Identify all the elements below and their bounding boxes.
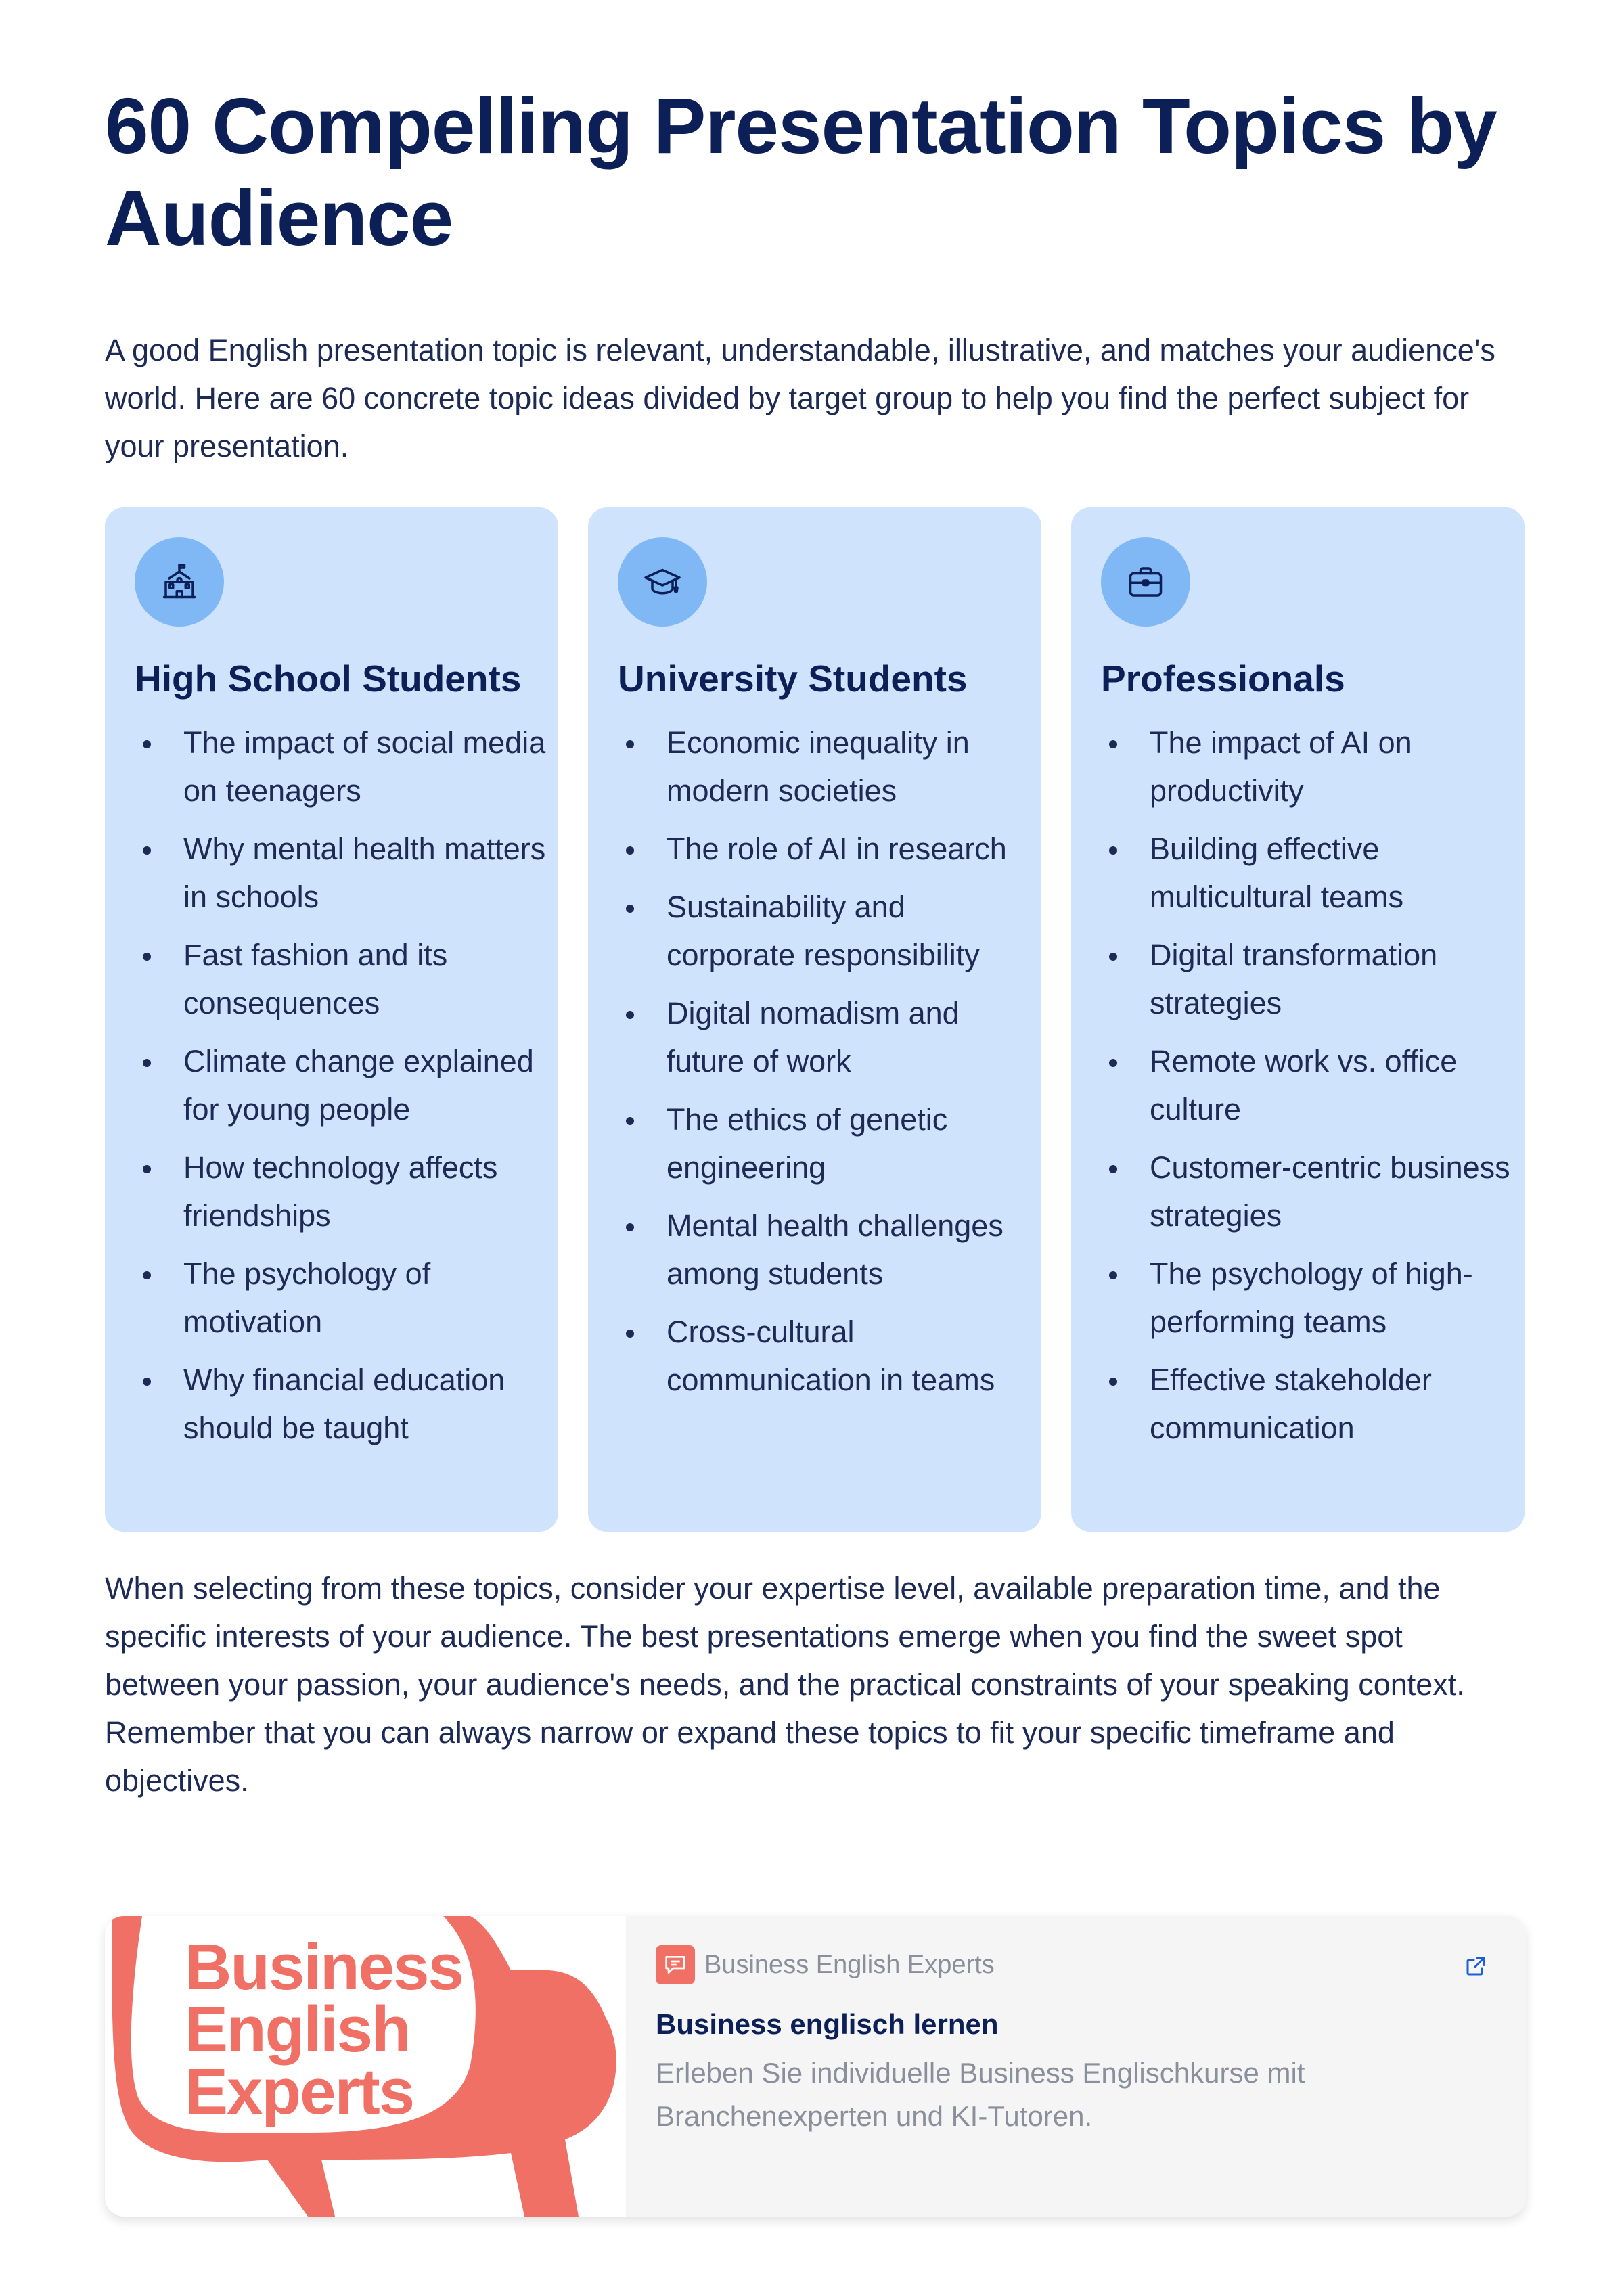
list-item: Customer-centric business strategies <box>1101 1143 1514 1240</box>
site-name: Business English Experts <box>704 1950 995 1979</box>
briefcase-icon <box>1101 537 1190 627</box>
external-link-icon[interactable] <box>1464 1954 1488 1978</box>
topic-list <box>618 719 1031 1414</box>
page-title: 60 Compelling Presentation Topics by Audience <box>105 82 1497 262</box>
list-item: Cross-cultural communication in teams <box>618 1308 1031 1404</box>
card-university <box>588 507 1041 1532</box>
link-preview-body <box>656 1945 1495 2202</box>
list-item: Climate change explained for young people <box>135 1037 547 1133</box>
topic-list <box>135 719 547 1462</box>
intro-paragraph: A good English presentation topic is relevant, understandable, illustrative, and matches your audience's world. Here are 60 concrete topic ideas divided by target group to help you find the perfect subject for your presentation. <box>105 333 1495 463</box>
list-item: Sustainability and corporate responsibility <box>618 883 1031 979</box>
brand-logo-image <box>105 1916 626 2217</box>
school-icon <box>135 537 224 627</box>
list-item: Why financial education should be taught <box>135 1356 547 1452</box>
closing-paragraph: When selecting from these topics, consider your expertise level, available preparation time, and the specific interests of your audience. The best presentations emerge when you find the sweet spot between your passion, your audience's needs, and the practical constraints of your speaking context. Remember that you can always narrow or expand these topics to fit your specific timeframe and objectives. <box>105 1571 1465 1798</box>
list-item: Digital transformation strategies <box>1101 931 1514 1027</box>
link-preview-card[interactable] <box>105 1916 1526 2217</box>
graduation-cap-icon <box>618 537 707 627</box>
list-item: Fast fashion and its consequences <box>135 931 547 1027</box>
list-item: How technology affects friendships <box>135 1143 547 1240</box>
list-item: The role of AI in research <box>618 825 1031 873</box>
chat-bubble-icon <box>656 1945 695 1984</box>
brand-logo-text: Business English Experts <box>185 1931 463 2128</box>
link-title[interactable]: Business englisch lernen <box>656 2008 999 2040</box>
site-row <box>656 1945 995 1985</box>
list-item: Why mental health matters in schools <box>135 825 547 921</box>
list-item: The psychology of high-performing teams <box>1101 1250 1514 1346</box>
list-item: Digital nomadism and future of work <box>618 989 1031 1085</box>
list-item: The impact of AI on productivity <box>1101 719 1514 815</box>
list-item: Mental health challenges among students <box>618 1202 1031 1298</box>
list-item: The impact of social media on teenagers <box>135 719 547 815</box>
link-description: Erleben Sie individuelle Business Englischkurse mit Branchenexperten und KI-Tutoren. <box>656 2057 1305 2132</box>
card-title: Professionals <box>1101 658 1345 700</box>
card-high-school <box>105 507 558 1532</box>
list-item: Economic inequality in modern societies <box>618 719 1031 815</box>
list-item: The psychology of motivation <box>135 1250 547 1346</box>
card-title: High School Students <box>135 658 522 700</box>
card-professionals <box>1071 507 1525 1532</box>
topic-list <box>1101 719 1514 1462</box>
list-item: Remote work vs. office culture <box>1101 1037 1514 1133</box>
list-item: The ethics of genetic engineering <box>618 1095 1031 1191</box>
card-title: University Students <box>618 658 968 700</box>
list-item: Building effective multicultural teams <box>1101 825 1514 921</box>
audience-cards <box>105 507 1526 1532</box>
list-item: Effective stakeholder communication <box>1101 1356 1514 1452</box>
